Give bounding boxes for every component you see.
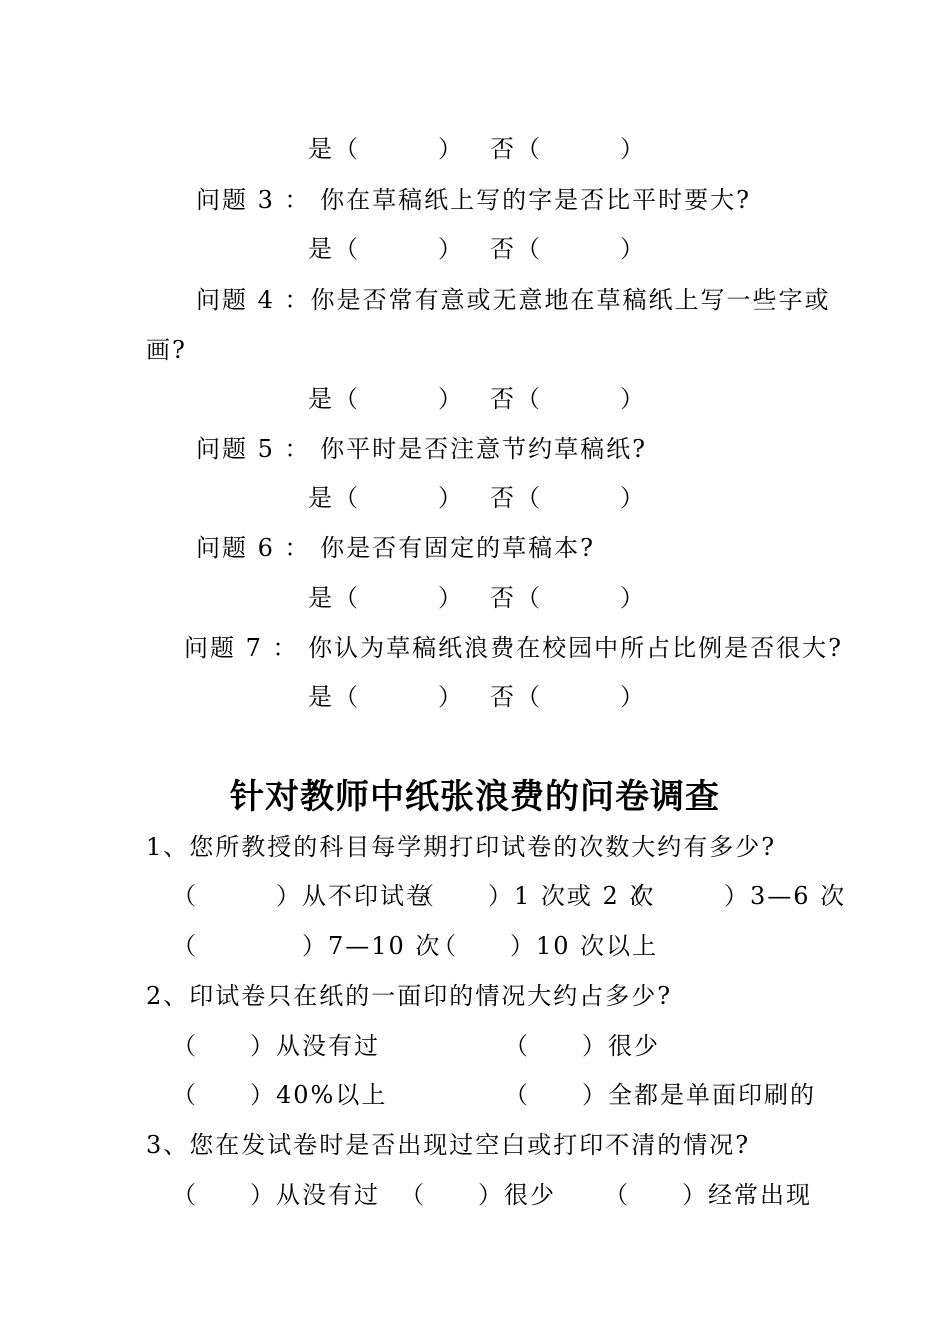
question-4-line2: 画? [146, 336, 187, 364]
q7-yes-option: 是（ ） [308, 683, 464, 711]
tq1-option-10-plus: （ ）10 次以上 [432, 932, 659, 960]
q7-no-option: 否（ ） [490, 683, 646, 711]
tq2-option-rarely: （ ）很少 [504, 1032, 660, 1060]
q5-no-option: 否（ ） [490, 484, 646, 512]
tq2-option-40-percent: （ ）40%以上 [172, 1081, 388, 1109]
tq3-option-rarely: （ ）很少 [400, 1181, 556, 1209]
tq3-option-never: （ ）从没有过 [172, 1181, 380, 1209]
q2-yes-option: 是（ ） [308, 135, 464, 163]
q3-no-option: 否（ ） [490, 235, 646, 263]
survey-title: 针对教师中纸张浪费的问卷调查 [230, 777, 720, 817]
tq1-option-7-10: （ ）7—10 次 [172, 932, 442, 960]
tq1-option-1-2: （ ）1 次或 2 次 [410, 882, 656, 910]
tq2-option-all-single: （ ）全都是单面印刷的 [504, 1081, 816, 1109]
tq3-option-often: （ ）经常出现 [604, 1181, 812, 1209]
q4-no-option: 否（ ） [490, 385, 646, 413]
tq1-option-3-6: （ ）3—6 次 [620, 882, 847, 910]
q6-yes-option: 是（ ） [308, 584, 464, 612]
q6-no-option: 否（ ） [490, 584, 646, 612]
question-4-line1: 问题 4 ：你是否常有意或无意地在草稿纸上写一些字或 [196, 286, 831, 314]
teacher-question-2: 2、印试卷只在纸的一面印的情况大约占多少? [146, 982, 673, 1010]
q5-yes-option: 是（ ） [308, 484, 464, 512]
tq2-option-never: （ ）从没有过 [172, 1032, 380, 1060]
teacher-question-1: 1、您所教授的科目每学期打印试卷的次数大约有多少? [146, 833, 777, 861]
q3-yes-option: 是（ ） [308, 235, 464, 263]
teacher-question-3: 3、您在发试卷时是否出现过空白或打印不清的情况? [146, 1131, 751, 1159]
q2-no-option: 否（ ） [490, 135, 646, 163]
question-5: 问题 5 ： 你平时是否注意节约草稿纸? [196, 435, 648, 463]
tq1-option-never: （ ）从不印试卷 [172, 882, 432, 910]
q4-yes-option: 是（ ） [308, 385, 464, 413]
question-6: 问题 6 ： 你是否有固定的草稿本? [196, 534, 596, 562]
question-7: 问题 7 ： 你认为草稿纸浪费在校园中所占比例是否很大? [184, 634, 844, 662]
question-3: 问题 3 ： 你在草稿纸上写的字是否比平时要大? [196, 186, 752, 214]
